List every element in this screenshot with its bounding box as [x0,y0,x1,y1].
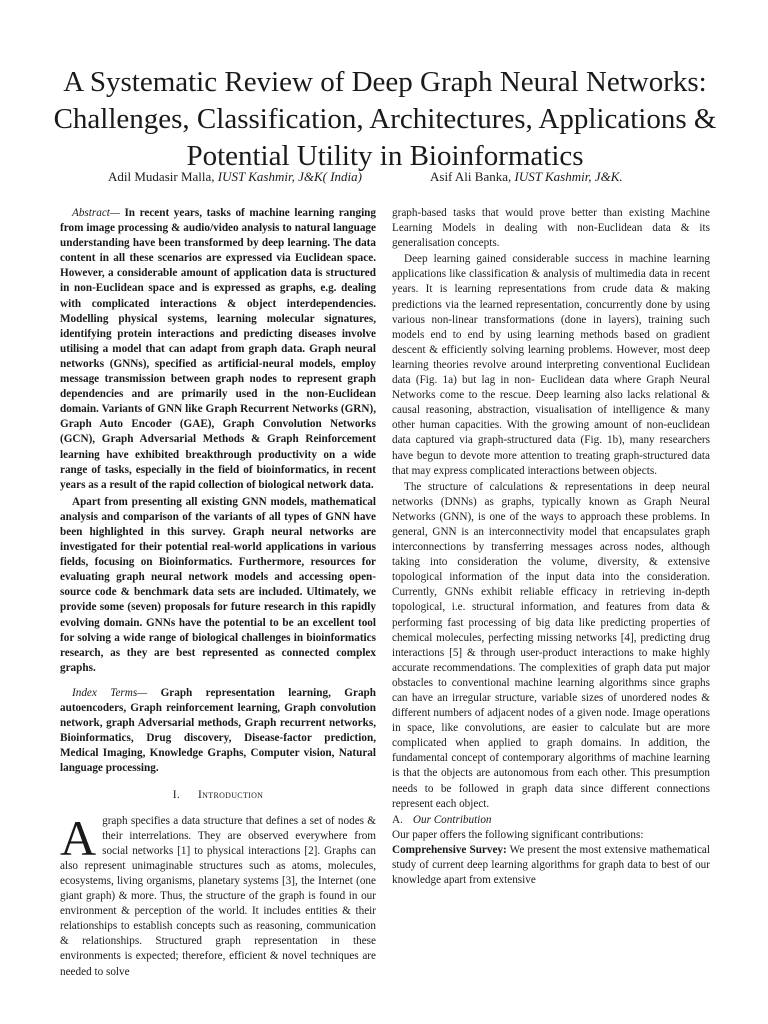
drop-cap: A [60,809,97,866]
abstract-paragraph-1 [60,206,376,493]
subsection-title: Our Contribution [412,813,492,826]
section-title: Introduction [198,789,264,802]
contribution-item-1-text: We present the most extensive mathematical study of current deep learning algorithms for graph data to best of our knowledge apart from extensive [392,843,710,887]
author-1-name: Adil Mudasir Malla, [108,169,218,184]
author-1 [108,168,362,185]
contribution-item-1 [392,843,710,888]
subsection-heading-contribution [392,813,710,828]
author-2-affiliation: IUST Kashmir, J&K. [514,169,623,184]
intro-paragraph-3: The structure of calculations & representations in deep neural networks (DNNs) as graphs, typically known as Graph Neural Networks (GNN), is one of the ways to approach these problems. In general, GNN is an interconnectivity model that encapsulates graph interconnections by transferring messages across nodes, although taking into consideration the volume, diversity, & extensive topological information of the input data into the consideration. Currently, GNNs exhibit reliable efficacy in retrieving in-depth topological, i.e. structural information, and features from data & performing fast processing of big data like predicting properties of chemical molecules, perfecting missing networks [4], predicting drug interactions [5] & through user-product interactions to make highly accurate recommendations. The complexities of graph data put major obstacles to conventional machine learning algorithms since graphs can have an irregular structure, variable sizes of unordered nodes & different numbers of adjacent nodes of a given node. Image operations in space, like convolutions, are easier to calculate but are more complicated when applied to graph domains. In addition, the fundamental concept of contemporary algorithms of machine learning is that the objects are autonomous from each other. This presumption needs to be followed in graph data since different connections represent each object. [392,480,710,810]
left-column [60,206,376,980]
author-1-affiliation: IUST Kashmir, J&K( India) [217,169,362,184]
author-2 [430,168,623,185]
author-2-name: Asif Ali Banka, [430,169,515,184]
abstract-text-1: In recent years, tasks of machine learning ranging from image processing & audio/video analysis to natural language understanding have been transformed by deep learning. The data content in all these scenarios are expressed via Euclidean space. However, a considerable amount of application data is structured in non-Euclidean space and is expressed as graphs, e.g. dealing with complicated interactions & object interdependencies. Modelling physical systems, learning molecular signatures, identifying protein interactions and predicting diseases involve utilising a model that can adapt from graph data. Graph neural networks (GNNs), specified as artificial-neural models, employ message transmission between graph nodes to represent graph dependencies and are primarily used in the non-Euclidean domain. Variants of GNN like Graph Recurrent Networks (GRN), Graph Auto Encoder (GAE), Graph Convolution Networks (GCN), Graph Adversarial Methods & Graph Reinforcement learning have exhibited breakthrough productivity on a wide range of tasks, especially in the field of bioinformatics, in recent years as a result of the rapid collection of biological network data. [60,207,376,491]
section-number: I. [172,789,181,802]
abstract-paragraph-2: Apart from presenting all existing GNN models, mathematical analysis and comparison of the variants of all types of GNN have been highlighted in this survey. Graph neural networks are investigated for their potential real-world applications in various fields, focusing on Bioinformatics. Furthermore, resources for evaluating graph neural network models and accessing open-source code & benchmark data sets are included. Ultimately, we provide some (seven) proposals for future research in this rapidly evolving domain. GNNs have the potential to be an excellent tool for solving a wide range of biological challenges in bioinformatics research, as they are best represented as connected complex graphs. [60,495,376,674]
paper-title: A Systematic Review of Deep Graph Neural Networks: Challenges, Classification, Architectures, Applications & Potential Utility in Bioinformatics [53,66,717,172]
index-terms-text: Graph representation learning, Graph autoencoders, Graph reinforcement learning, Graph convolution network, graph Adversarial methods, Graph recurrent networks, Bioinformatics, Drug discovery, Disease-factor prediction, Medical Imaging, Knowledge Graphs, Computer vision, Natural language processing. [60,686,376,775]
index-terms-label: Index Terms— [72,686,148,699]
contribution-item-1-label: Comprehensive Survey: [392,843,507,856]
right-column [392,206,710,888]
intro-paragraph-1 [60,809,376,980]
contribution-intro: Our paper offers the following significant contributions: [392,828,644,841]
section-heading-introduction [60,788,376,803]
intro-paragraph-2: Deep learning gained considerable success in machine learning applications like classification & analysis of multimedia data in recent years. It is learning representations from crude data & making predictions via the learned representation, concurrently done by using various non-linear transformations (done in layers), training such models end to end by using learning methods based on gradient descent & efficiently solving learning problems. However, most deep learning theories revolve around interpreting conventional Euclidean data (Fig. 1a) but lag in non- Euclidean data where Graph Neural Networks come to the rescue. Deep learning also lacks relational & causal reasoning, abstraction, visualisation of intelligence & many other human capacities. With the growing amount of non-euclidean data captured via graph-structured data (Fig. 1b), many researchers have begun to devote more attention to treating graph-structured data that may express complicated interactions between objects. [392,253,710,477]
subsection-number: A. [392,813,403,826]
intro-paragraph-1-continued: graph-based tasks that would prove better than existing Machine Learning Models in dealing with non-Euclidean data & its generalisation concepts. [392,207,710,250]
index-terms [60,686,376,777]
intro-text-1: graph specifies a data structure that defines a set of nodes & their interrelations. They are observed everywhere from social networks [1] to physical interactions [2]. Graphs can also represent unimaginable structures such as atoms, molecules, ecosystems, living organisms, planetary systems [3], the Internet (one giant graph) & more. Thus, the structure of the graph is found in our environment & perception of the world. It includes entities & their relationships to establish concepts such as reasoning, communication & relationships. Structured graph representation in these environments is expected; therefore, efficient & novel techniques are needed to solve [60,814,376,978]
abstract-label: Abstract— [72,207,120,219]
